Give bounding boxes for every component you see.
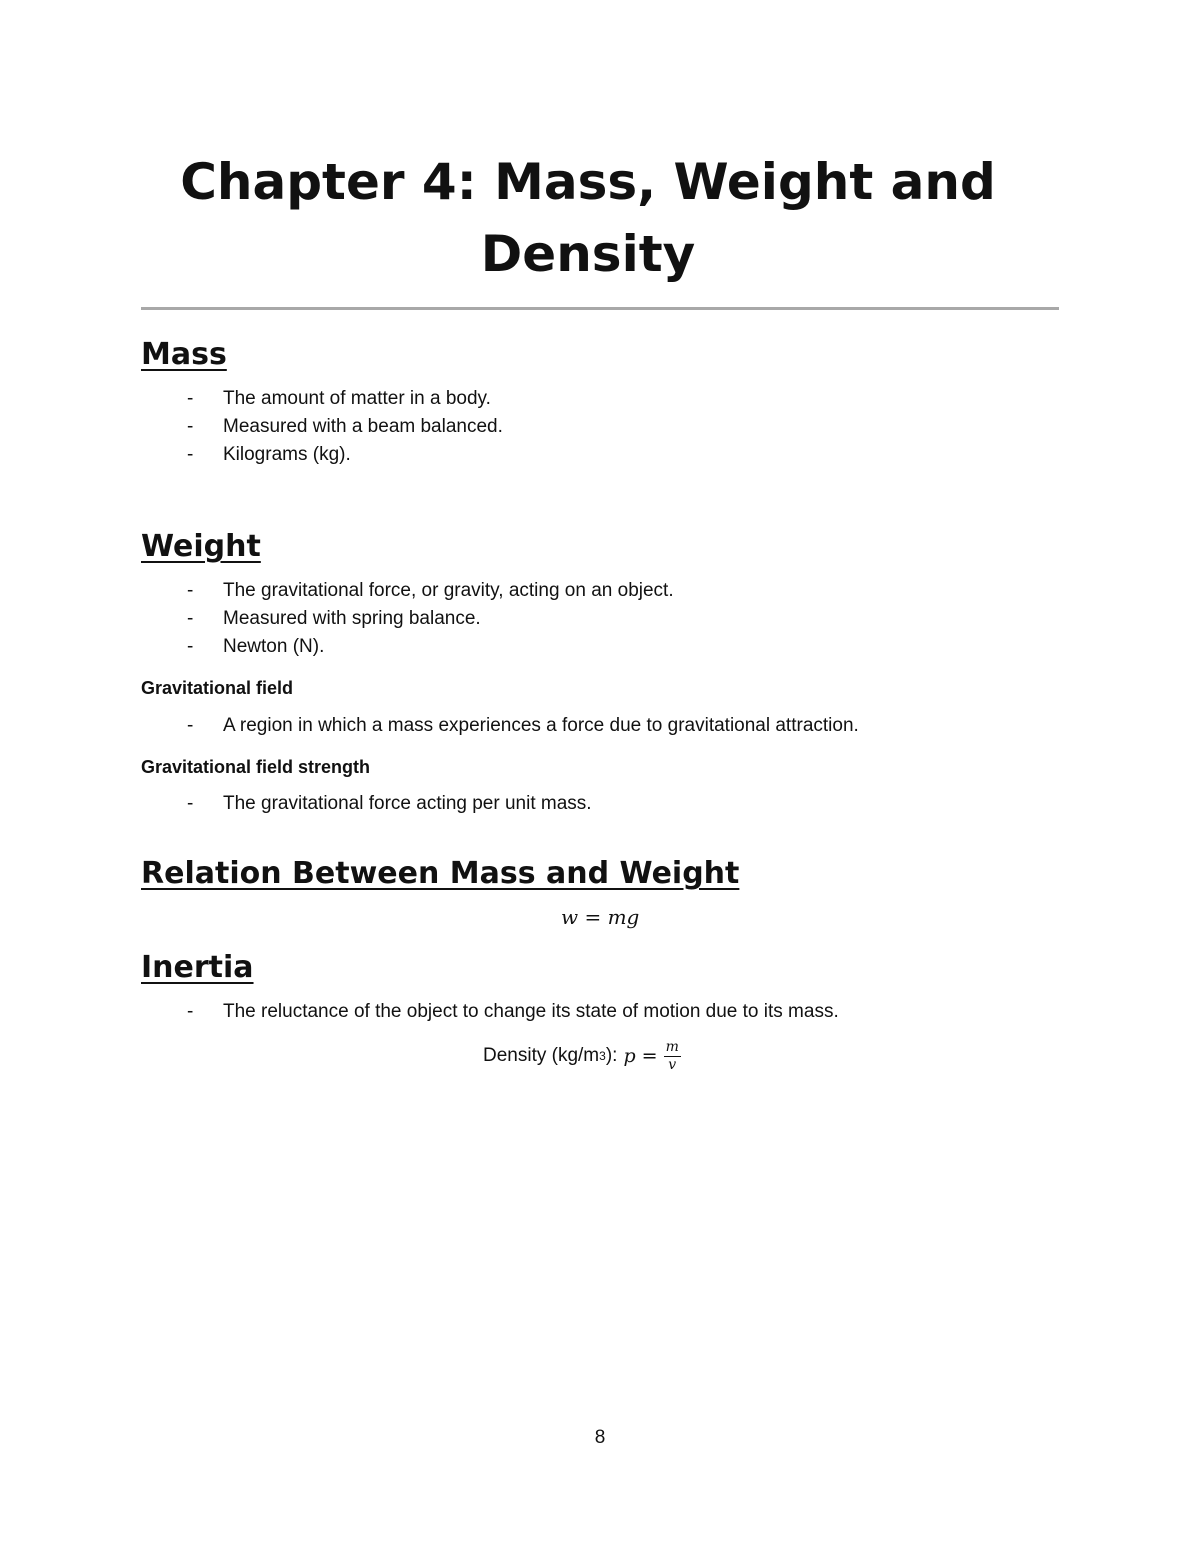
list-marker: -: [187, 444, 194, 465]
list-marker: -: [187, 580, 194, 601]
density-label-end: ):: [605, 1045, 618, 1066]
density-label: Density (kg/m: [483, 1045, 600, 1066]
list-item-text: A region in which a mass experiences a force due to gravitational attraction.: [223, 715, 859, 736]
relation-heading: Relation Between Mass and Weight: [141, 856, 740, 891]
density-formula: [483, 1036, 681, 1076]
list-marker: -: [187, 793, 194, 814]
weight-formula: w = mg: [561, 905, 640, 929]
page-title: [0, 146, 1176, 290]
density-denominator: v: [668, 1056, 677, 1073]
list-item-text: The gravitational force acting per unit mass.: [223, 793, 592, 814]
mass-heading: Mass: [141, 337, 227, 372]
gravitational-field-strength-heading: Gravitational field strength: [141, 757, 371, 777]
gravitational-field-heading: Gravitational field: [141, 678, 294, 698]
page-title-line-2: Density: [480, 225, 696, 283]
density-exponent: 3: [599, 1049, 606, 1063]
page-number: 8: [594, 1427, 606, 1448]
list-marker: -: [187, 1001, 194, 1022]
list-item-text: Newton (N).: [223, 636, 325, 657]
inertia-heading: Inertia: [141, 950, 254, 985]
list-marker: -: [187, 388, 194, 409]
list-item-text: The reluctance of the object to change its state of motion due to its mass.: [223, 1001, 839, 1022]
title-divider: [141, 307, 1059, 310]
weight-heading: Weight: [141, 529, 261, 564]
list-item-text: Measured with a beam balanced.: [223, 416, 503, 437]
page-title-line-1: Chapter 4: Mass, Weight and: [180, 153, 996, 211]
list-item-text: Kilograms (kg).: [223, 444, 351, 465]
list-marker: -: [187, 715, 194, 736]
list-item-text: The amount of matter in a body.: [223, 388, 491, 409]
list-marker: -: [187, 416, 194, 437]
list-item-text: Measured with spring balance.: [223, 608, 481, 629]
density-fraction: [664, 1040, 681, 1073]
density-numerator: m: [665, 1038, 679, 1055]
list-marker: -: [187, 608, 194, 629]
list-marker: -: [187, 636, 194, 657]
density-symbol: p =: [623, 1045, 658, 1067]
list-item-text: The gravitational force, or gravity, acting on an object.: [223, 580, 674, 601]
